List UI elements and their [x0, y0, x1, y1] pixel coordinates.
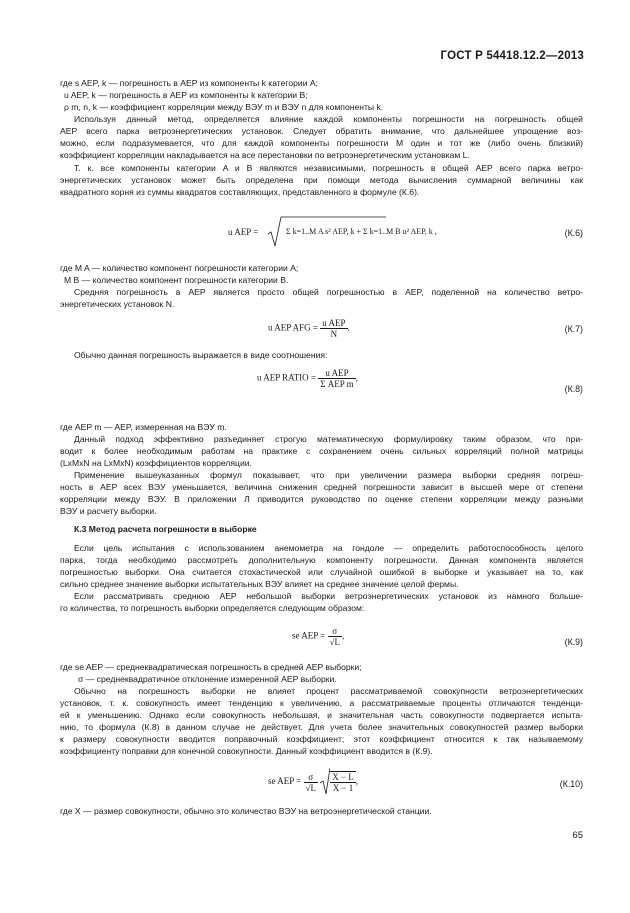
- text-line: можно, если подразумевается, что для каждой компоненты погрешности M один и тот же (либо очень близкий): [60, 138, 583, 148]
- text-line: парка, тогда необходимо рассмотреть дополнительную компоненту погрешности. Данная компонента является: [60, 555, 583, 565]
- text-line: ность в AEP всех ВЭУ уменьшается, величина снижения средней погрешности зависит в высшей мере от степени: [60, 482, 583, 492]
- equation-lhs: se AEP =: [268, 776, 302, 787]
- equation-k10: [268, 767, 358, 797]
- page-number: 65: [572, 830, 583, 841]
- text-line: энергетических установок N.: [60, 299, 175, 309]
- fraction: [328, 626, 345, 647]
- text-line: Т. к. все компоненты категории A и B являются независимыми, погрешность в общей AEP всего парка ветро-: [74, 163, 583, 173]
- fraction-numerator: u AEP: [318, 368, 355, 379]
- text-line: нию, то формула (К.8) в данном случае не действует. Для учета более значительных совокупностей размер выборки: [60, 722, 583, 732]
- text-line: Средняя погрешность в AEP является просто общей погрешностью в AEP, поделенной на количество ветро-: [74, 287, 583, 297]
- equation-body: Σ k=1..M A s² AEP, k + Σ k=1..M B u² AEP, k ,: [286, 227, 437, 236]
- text-line: Данный подход эффективно разъединяет строгую математическую формулировку таким образом, что при-: [74, 434, 583, 444]
- equation-tail: ,: [341, 630, 345, 641]
- text-line: корреляции между ВЭУ. В приложении Л приводится руководство по оценке степени корреляции между разными: [60, 494, 583, 504]
- equation-tail: ,: [355, 372, 358, 383]
- text-line: квадратного корня из суммы квадратов составляющих, представленного в формуле (К.6).: [60, 187, 420, 197]
- text-line: (LxMxN на LxMxN) коэффициентов корреляции.: [60, 458, 252, 468]
- text-line: установок, т. к. совокупность имеет тенденцию к увеличению, а рассматриваемые проценты отличаются тенденци-: [60, 698, 583, 708]
- text-line: Используя данный метод, определяется влияние каждой компоненты погрешности на погрешность общей: [74, 114, 583, 124]
- fraction-numerator: X − L: [332, 772, 354, 782]
- text-line: коэффициенту поправки для конечной совокупности. Данный коэффициент вводится в (К.9).: [60, 746, 433, 756]
- equation-number: (К.8): [564, 384, 583, 394]
- text-line: где AEP m — AEP, измеренная на ВЭУ m.: [60, 422, 227, 432]
- equation-k7: [268, 318, 350, 339]
- fraction-numerator: σ: [328, 626, 342, 637]
- equation-tail: ,: [355, 776, 359, 787]
- text-line: коэффициент корреляции накладывается на все перестановки по ветроэнергетическим установкам L.: [60, 150, 470, 160]
- equation-lhs: u AEP RATIO =: [257, 372, 316, 383]
- text-line: где X — размер совокупности, обычно это количество ВЭУ на ветроэнергетической станции.: [60, 806, 432, 816]
- text-line: где M A — количество компонент погрешности категории A;: [60, 263, 299, 273]
- fraction-denominator: √L: [305, 782, 316, 793]
- fraction-numerator: σ: [304, 772, 318, 783]
- equation-lhs: u AEP AFG =: [268, 322, 319, 333]
- text-line: где se AEP — среднеквадратическая погрешность в средней AEP выборки;: [60, 662, 362, 672]
- equation-number: (К.9): [564, 637, 583, 647]
- text-line: Если рассматривать среднюю AEP небольшой выборки ветроэнергетических установок из намного больше-: [74, 591, 583, 601]
- equation-number: (К.7): [564, 324, 583, 334]
- text-line: Обычно данная погрешность выражается в виде соотношения:: [74, 350, 328, 360]
- standard-header: ГОСТ Р 54418.12.2—2013: [440, 50, 584, 62]
- text-line: ей к уменьшению. Однако если совокупность небольшая, и значительная часть совокупности подвергается испыта-: [60, 710, 583, 720]
- section-heading: К.3 Метод расчета погрешности в выборке: [74, 524, 257, 534]
- text-line: ВЭУ и расчету выборки.: [60, 506, 157, 516]
- fraction-denominator: Σ AEP m: [320, 379, 354, 389]
- text-line: сильно среднее значение выборки испытательных ВЭУ влияет на среднее значение целой фермы.: [60, 579, 459, 589]
- text-line: го количества, то погрешность выборки определяется следующим образом:: [60, 603, 365, 613]
- text-line: Применение вышеуказанных формул показывает, что при увеличении размера выборки средняя погреш-: [74, 470, 583, 480]
- fraction: [318, 368, 355, 389]
- text-line: энергетических установок может быть определена при помощи метода вычисления суммарной величины как: [60, 175, 583, 185]
- fraction-denominator: √L: [329, 637, 340, 647]
- text-line: Обычно на погрешность выборки не влияет процент рассматриваемой совокупности ветроэнергетических: [74, 686, 583, 696]
- text-line: погрешностью выборки. Она считается стохастической или случайной ошибкой в выборке и указывает на то, как: [60, 567, 583, 577]
- equation-number: (К.10): [559, 779, 583, 789]
- text-line: u AEP, k — погрешность в AEP из компоненты k категории B;: [64, 90, 308, 100]
- fraction-denominator: X − 1: [332, 783, 354, 793]
- text-line: к размеру совокупности вводится поправочный коэффициент; этот коэффициент относится к так называемому: [60, 734, 583, 744]
- equation-lhs: se AEP =: [292, 630, 326, 641]
- text-line: σ — среднеквадратичное отклонение измеренной AEP выборки.: [78, 674, 337, 684]
- equation-number: (К.6): [564, 228, 583, 238]
- text-line: Если цель испытания с использованием анемометра на гондоле — определить работоспособность целого: [74, 543, 583, 553]
- sqrt-icon: [320, 767, 330, 797]
- fraction: [320, 318, 347, 339]
- equation-lhs: u AEP =: [228, 227, 259, 237]
- equation-k9: [292, 626, 344, 647]
- equation-tail: .: [347, 322, 350, 333]
- fraction-denominator: N: [330, 329, 338, 339]
- text-line: где s AEP, k — погрешность в AEP из компоненты k категории A;: [60, 78, 319, 88]
- equation-k8: [257, 368, 358, 389]
- fraction: [330, 771, 359, 793]
- text-line: водит к более необходимым работам на практике с сохранением очень сильных корреляций полной матрицы: [60, 446, 583, 456]
- fraction: [304, 772, 318, 793]
- equation-k6: [228, 216, 488, 248]
- text-line: AEP всего парка ветроэнергетических установок. Следует обратить внимание, что дальнейшее упрощение воз-: [60, 126, 583, 136]
- fraction-numerator: u AEP: [322, 318, 346, 328]
- text-line: M B — количество компонент погрешности категории B.: [64, 275, 289, 285]
- text-line: ρ m, n, k — коэффициент корреляции между ВЭУ m и ВЭУ n для компоненты k.: [64, 102, 384, 112]
